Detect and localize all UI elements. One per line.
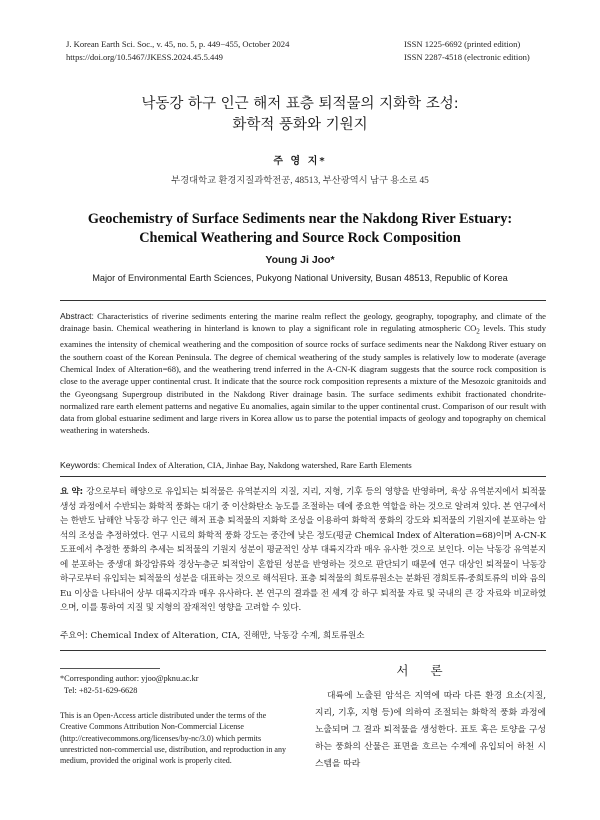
korean-keywords-text: Chemical Index of Alteration, CIA, 진해만, 낙동강 수계, 희토류원소 bbox=[90, 631, 365, 641]
keywords-text: Chemical Index of Alteration, CIA, Jinhae Bay, Nakdong watershed, Rare Earth Elements bbox=[102, 460, 412, 470]
korean-title-line1: 낙동강 하구 인근 해저 표층 퇴적물의 지화학 조성: bbox=[141, 96, 459, 112]
corresponding-email[interactable]: *Corresponding author: yjoo@pknu.ac.kr bbox=[60, 674, 199, 683]
corresponding-tel: Tel: +82-51-629-6628 bbox=[64, 685, 138, 695]
introduction-text: 대륙에 노출된 암석은 지역에 따라 다른 환경 요소(지질, 지리, 기후, 지형 등)에 의하여 조절되는 화학적 풍화 과정에 노출되며 그 결과 퇴적물을 생성한다. 표토 혹은 토양을 구성하는 풍화의 산물은 표면을 흐르는 수계에 유입되어 하천 시스템을 따라 bbox=[315, 691, 546, 769]
english-abstract bbox=[60, 310, 546, 437]
license-note: This is an Open-Access article distributed under the terms of the Creative Commons Attribution Non-Commercial License (http://creativecommons.org/licenses/by-nc/3.0) which permits unrestricted non-commercial use, distribution, and reproduction in any medium, provided the original work is properly cited. bbox=[60, 711, 286, 766]
issn-print: ISSN 1225-6692 (printed edition) bbox=[404, 39, 521, 49]
abstract-text-part2: levels. This study examines the intensity of chemical weathering and the composition of source rocks of surface sediments near the Nakdong River estuary on the southern coast of the Korean Peninsula. The degree of chemical weathering of the study samples is relatively low to moderate (average Chemical Index of Alteration=68), and the weathering trend inferred in the A-CN-K diagram suggests that the source rock composition is close to the average upper continental crust. It indicate that the source rock composition represents a mixture of the Mesozoic granitoids and the Gyeongsang Supergroup distributed in the Nakdong River drainage basin. The surface sediments exhibit fractionated chondrite-normalized rare earth element patterns and negative Eu anomalies, again similar to the upper continental crust. Comparison of our result with data from global estuarine sediment and large rivers in Korea allow us to parse the potential impacts of geology and topography on chemical weathering in watersheds. bbox=[60, 323, 546, 436]
doi-link[interactable]: https://doi.org/10.5467/JKESS.2024.45.5.449 bbox=[66, 52, 223, 62]
korean-author: 주 영 지* bbox=[273, 156, 327, 167]
korean-keywords bbox=[60, 630, 546, 642]
english-author: Young Ji Joo* bbox=[265, 254, 335, 266]
english-title-line2: Chemical Weathering and Source Rock Composition bbox=[139, 230, 461, 246]
korean-title-line2: 화학적 풍화와 기원지 bbox=[232, 117, 368, 133]
citation-line: J. Korean Earth Sci. Soc., v. 45, no. 5, p. 449−455, October 2024 bbox=[66, 39, 290, 49]
korean-abstract bbox=[60, 485, 546, 616]
issn-info bbox=[404, 38, 530, 64]
abstract-label: Abstract: bbox=[60, 311, 94, 321]
divider-top bbox=[60, 300, 546, 301]
korean-keywords-label: 주요어: bbox=[60, 631, 88, 641]
corresponding-author bbox=[60, 673, 290, 696]
english-affiliation: Major of Environmental Earth Sciences, Pukyong National University, Busan 48513, Republic of Korea bbox=[92, 273, 508, 283]
keywords-label: Keywords: bbox=[60, 460, 101, 470]
korean-affiliation: 부경대학교 환경지질과학전공, 48513, 부산광역시 남구 용소로 45 bbox=[171, 176, 429, 186]
korean-abstract-label: 요 약: bbox=[60, 487, 83, 497]
divider-middle bbox=[60, 476, 546, 477]
korean-title bbox=[0, 94, 600, 136]
english-title-line1: Geochemistry of Surface Sediments near the Nakdong River Estuary: bbox=[87, 211, 513, 227]
journal-citation bbox=[66, 38, 289, 64]
divider-bottom bbox=[60, 650, 546, 651]
abstract-text-part1: Characteristics of riverine sediments entering the marine realm reflect the geology, geography, topography, and climate of the drainage basin. Chemical weathering in hinterland is known to play a significant role in regulating atmospheric CO bbox=[60, 311, 547, 334]
korean-abstract-text: 강으로부터 해양으로 유입되는 퇴적물은 유역분지의 지질, 지리, 지형, 기후 등의 영향을 반영하며, 육상 유역분지에서 퇴적물 생성 과정에서 수반되는 화학적 풍화는 대기 중 이산화탄소 농도를 조절하는 데에 중요한 역할을 하는 것으로 알려져 있다. 본 연구에서는 한반도 남해안 낙동강 하구 인근 해저 표층 퇴적물의 지화학 조성을 이용하여 화학적 풍화의 강도와 퇴적물의 기원지에 분포하는 암석의 조성을 추정하였다. 연구 시료의 화학적 풍화 강도는 중간에 낮은 정도(평균 Chemical Index of Alteration=68)이며 A-CN-K 도표에서 추정한 풍화의 추세는 퇴적물의 기원지 성분이 평균적인 상부 대륙지각과 매우 유사한 것으로 보인다. 이는 낙동강 유역분지에 분포하는 중생대 화강암류와 경상누층군 퇴적암이 혼합된 성분을 반영하는 것으로 판단되기 때문에 연구 대상인 퇴적물이 낙동강 하구로부터 유입되는 퇴적물의 성분을 대표하는 것으로 해석된다. 표층 퇴적물의 희토류원소는 분화된 경희토류-중희토류의 비와 음의 Eu 이상을 나타내어 상부 대륙지각과 매우 유사하다. 본 연구의 결과를 전 세계 강 하구 퇴적물 자료 및 국내의 큰 강 자료와 비교하였으며, 이를 통하여 지질 및 지형의 잠재적인 영향을 고려할 수 있다. bbox=[60, 487, 547, 613]
abstract-subscript: 2 bbox=[476, 328, 480, 337]
issn-electronic: ISSN 2287-4518 (electronic edition) bbox=[404, 52, 530, 62]
footnote-divider bbox=[60, 668, 160, 669]
section-heading: 서론 bbox=[396, 663, 465, 678]
english-title bbox=[0, 210, 600, 248]
english-keywords bbox=[60, 459, 546, 471]
